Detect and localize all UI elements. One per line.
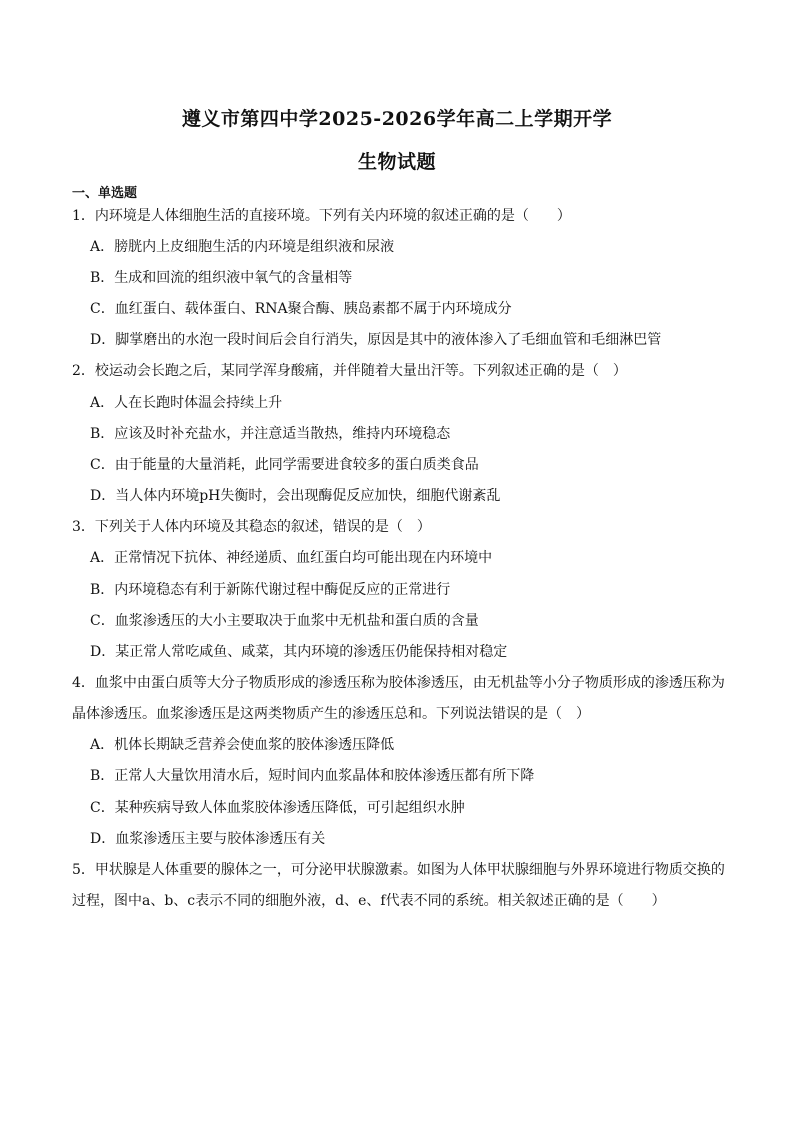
question-3-option-b: B．内环境稳态有利于新陈代谢过程中酶促反应的正常进行 [90,582,451,598]
question-2-option-d: D．当人体内环境pH失衡时，会出现酶促反应加快，细胞代谢紊乱 [90,488,501,504]
document-subtitle: 生物试题 [357,151,436,173]
question-3-option-c: C．血浆渗透压的大小主要取决于血浆中无机盐和蛋白质的含量 [90,613,479,629]
question-4-stem-line-2: 晶体渗透压。血浆渗透压是这两类物质产生的渗透压总和。下列说法错误的是（ ） [72,706,590,722]
question-3-option-d: D．某正常人常吃咸鱼、咸菜，其内环境的渗透压仍能保持相对稳定 [90,644,508,660]
document-title: 遵义市第四中学2025-2026学年高二上学期开学 [181,108,613,130]
question-5-stem-line-2: 过程，图中a、b、c表示不同的细胞外液，d、e、f代表不同的系统。相关叙述正确的是（ ） [72,893,666,909]
question-4-stem-line-1: 4．血浆中由蛋白质等大分子物质形成的渗透压称为胶体渗透压，由无机盐等小分子物质形成的渗透压称为 [72,675,725,691]
question-2-stem: 2．校运动会长跑之后，某同学浑身酸痛，并伴随着大量出汗等。下列叙述正确的是（ ） [72,363,627,379]
question-1-option-b: B．生成和回流的组织液中氧气的含量相等 [90,270,353,286]
question-4-option-d: D．血浆渗透压主要与胶体渗透压有关 [90,831,326,847]
question-2-option-b: B．应该及时补充盐水，并注意适当散热，维持内环境稳态 [90,426,451,442]
question-5-stem-line-1: 5．甲状腺是人体重要的腺体之一，可分泌甲状腺激素。如图为人体甲状腺细胞与外界环境进行物质交换的 [72,862,725,878]
question-1-option-c: C．血红蛋白、载体蛋白、RNA聚合酶、胰岛素都不属于内环境成分 [90,301,512,317]
question-2-option-c: C．由于能量的大量消耗，此同学需要进食较多的蛋白质类食品 [90,457,479,473]
question-4-option-b: B．正常人大量饮用清水后，短时间内血浆晶体和胶体渗透压都有所下降 [90,768,535,784]
question-4-option-a: A．机体长期缺乏营养会使血浆的胶体渗透压降低 [90,737,395,753]
question-1-option-d: D．脚掌磨出的水泡一段时间后会自行消失，原因是其中的液体渗入了毛细血管和毛细淋巴管 [90,332,662,348]
question-3-stem: 3．下列关于人体内环境及其稳态的叙述，错误的是（ ） [72,519,431,535]
question-2-option-a: A．人在长跑时体温会持续上升 [90,395,283,411]
question-3-option-a: A．正常情况下抗体、神经递质、血红蛋白均可能出现在内环境中 [90,550,493,566]
section-heading: 一、单选题 [72,186,138,201]
question-1-stem: 1．内环境是人体细胞生活的直接环境。下列有关内环境的叙述正确的是（ ） [72,208,571,224]
question-4-option-c: C．某种疾病导致人体血浆胶体渗透压降低，可引起组织水肿 [90,800,465,816]
question-1-option-a: A．膀胱内上皮细胞生活的内环境是组织液和尿液 [90,239,395,255]
